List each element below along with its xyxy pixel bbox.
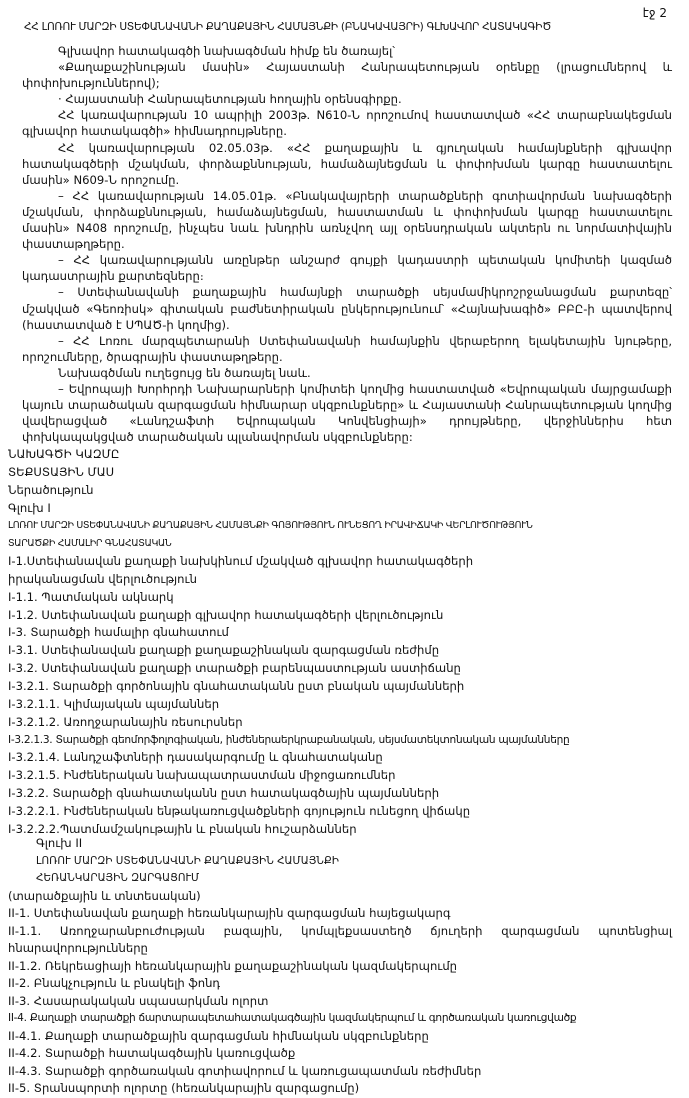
- toc-item: I-3.1. Ստեփանավան քաղաքի քաղաքաշինական զարգացման ռեժիմը: [8, 643, 440, 658]
- intro-paragraph: Գլխավոր հատակագծի նախագծման հիմք են ծառայել՝: [58, 44, 396, 58]
- toc-item: I-3.2. Ստեփանավան քաղաքի տարածքի բարենպաստության աստիճանը: [8, 661, 461, 676]
- toc-item: II-3. Հասարակական սպասարկման ոլորտ: [8, 993, 269, 1008]
- toc-item: I-3.2.1.3. Տարածքի գեոմորֆոլոգիական, ինժեներաերկրաբանական, սեյսմատեկտոնական պայմանները: [8, 733, 570, 746]
- toc-item: I-1.2. Ստեփանավան քաղաքի գլխավոր հատակագծերի վերլուծություն: [8, 607, 444, 622]
- page-number: էջ 2: [642, 6, 667, 20]
- intro-paragraph: – Եվրոպայի Խորհրդի Նախարարների կոմիտեի կողմից հաստատված «Եվրոպական մայրցամաքի կայուն տարածական զարգացման հիմնարար սկզբունքները» և Հայաստանի Հանրապետության կողմից վավերացված «Լանդշաֆտի Եվրոպական Կոնվենցիայի» դրույթները, վերջիններիս հետ փոխկապակցված տարածական պլանավորման սկզբունքները:: [22, 381, 672, 445]
- chapter-title: ԼՈՌՈՒ ՄԱՐԶԻ ՍՏԵՓԱՆԱՎԱՆԻ ՔԱՂԱՔԱՅԻՆ ՀԱՄԱՅՆՔԻ ԳՈՅՈՒԹՅՈՒՆ ՈՒՆԵՑՈՂ ԻՐԱՎԻՃԱԿԻ ՎԵՐԼՈՒԾՈՒԹՅՈՒՆ: [8, 520, 533, 532]
- toc-item: I-3.2.2.1. Ինժեներական ենթակառուցվածքների գոյություն ունեցող վիճակը: [8, 803, 471, 818]
- chapter-label: Գլուխ I: [8, 500, 51, 515]
- toc-item: Ներածություն: [8, 482, 94, 497]
- intro-paragraph: Նախագծման ուղեցույց են ծառայել նաև.: [58, 365, 311, 380]
- toc-item: II-5. Տրանսպորտի ոլորտը (հեռանկարային զարգացումը): [8, 1081, 360, 1095]
- intro-section: [22, 43, 672, 445]
- intro-paragraph: ՀՀ կառավարության 02.05.03թ. «ՀՀ քաղաքային և գյուղական համայնքների գլխավոր հատակագծերի մշակման, փորձաքննության, համաձայնեցման և փոփոխման կարգը հաստատելու մասին» N609-Ն որոշումը.: [22, 140, 672, 187]
- toc-item: II-4.1. Քաղաքի տարածքային զարգացման հիմնական սկզբունքները: [8, 1028, 429, 1043]
- intro-paragraph: · Հայաստանի Հանրապետության հողային օրենսգիրքը.: [58, 92, 402, 107]
- toc-item: II-2. Բնակչություն և բնակելի ֆոնդ: [8, 976, 221, 990]
- intro-paragraph: – ՀՀ կառավարության 14.05.01թ. «Բնակավայրերի տարածքների գոտիավորման նախագծերի մշակման, փորձաքննության, համաձայնեցման, հաստատման և փոփոխման կարգը հաստատելու մասին» N408 որոշումը, ինչպես նաև խնդրին առնչվող այլ օրենսդրական ակտերն ու նորմատիվային փաստաթղթերը.: [22, 188, 672, 252]
- document-title: ՀՀ ԼՈՌՈՒ ՄԱՐԶԻ ՍՏԵՓԱՆԱՎԱՆԻ ՔԱՂԱՔԱՅԻՆ ՀԱՄԱՅՆՔԻ (ԲՆԱԿԱՎԱՅՐԻ) ԳԼԽԱՎՈՐ ՀԱՏԱԿԱԳԻԾ: [24, 21, 552, 33]
- intro-paragraph: ՀՀ կառավարության 10 ապրիլի 2003թ. N610-Ն որոշումով հաստատված «ՀՀ տարաբնակեցման գլխավոր հատակագծի» հիմնադրույթները.: [22, 108, 672, 139]
- chapter-label: Գլուխ II: [36, 836, 83, 850]
- toc-item: I-3. Տարածքի համալիր գնահատում: [8, 625, 229, 640]
- intro-paragraph: «Քաղաքաշինության մասին» Հայաստանի Հանրապետության օրենքը (լրացումներով և փոփոխություններով);: [22, 60, 672, 91]
- chapter-title: ԼՈՌՈՒ ՄԱՐԶԻ ՍՏԵՓԱՆԱՎԱՆԻ ՔԱՂԱՔԱՅԻՆ ՀԱՄԱՅՆՔԻ: [36, 854, 339, 867]
- toc-item: II-4.3. Տարածքի գործառական գոտիավորում և կառուցապատման ռեժիմներ: [8, 1063, 482, 1078]
- chapter-title: ՏԱՐԱԾՔԻ ՀԱՄԱԼԻՐ ԳՆԱՀԱՏԱԿԱՆ: [8, 538, 172, 550]
- contents-heading: ՆԱԽԱԳԾԻ ԿԱԶՄԸ: [8, 447, 120, 461]
- toc-item: I-3.2.1.2. Առողջարանային ռեսուրսներ: [8, 714, 243, 729]
- toc-item: I-3.2.2.2.Պատմամշակութային և բնական հուշարձաններ: [8, 821, 357, 836]
- text-part-label: ՏԵՔՍՏԱՅԻՆ ՄԱՍ: [8, 464, 115, 479]
- intro-paragraph: – ՀՀ կառավարությանն առընթեր անշարժ գույքի կադաստրի պետական կոմիտեի կազմած կադաստրային քարտեզները։: [22, 253, 672, 284]
- toc-item: II-1.2. Ռեկրեացիայի հեռանկարային քաղաքաշինական կազմակերպումը: [8, 958, 458, 973]
- toc-item: I-3.2.2. Տարածքի գնահատականն ըստ հատակագծային պայմանների: [8, 786, 440, 801]
- toc-item: I-3.2.1.4. Լանդշաֆտների դասակարգումը և գնահատականը: [8, 750, 383, 765]
- toc-item: I-3.2.1.1. Կլիմայական պայմաններ: [8, 696, 220, 711]
- toc-item: II-1.1. Առողջարանբուժության բազային, կոմպլեքսաստեղծ ճյուղերի զարգացման պոտենցիալ հնարավորությունները: [8, 923, 672, 955]
- chapter2-section: [8, 835, 672, 1098]
- toc-item: I-3.2.1.5. Ինժեներական նախապատրաստման միջոցառումներ: [8, 768, 396, 783]
- toc-item: I-3.2.1. Տարածքի գործոնային գնահատականն ըստ բնական պայմանների: [8, 678, 465, 693]
- chapter-subtitle: (տարածքային և տնտեսական): [8, 888, 201, 903]
- toc-item: I-1.Ստեփանավան քաղաքի նախկինում մշակված գլխավոր հատակագծերի իրականացման վերլուծություն: [8, 554, 474, 586]
- toc-item: II-4.2. Տարածքի հատակագծային կառուցվածք: [8, 1046, 296, 1060]
- chapter-title: ՀԵՌԱՆԿԱՐԱՅԻՆ ԶԱՐԳԱՑՈՒՄ: [36, 872, 200, 884]
- intro-paragraph: – Ստեփանավանի քաղաքային համայնքի տարածքի սեյսմամիկրոշրջանացման քարտեզը՝ մշակված «Գեոռիսկ» գիտական բաժնետիրական ընկերությունում՝ «Հայնախագիծ» ԲԲԸ-ի պատվերով (հաստատված է ՍՊԱԾ-ի կողմից).: [22, 285, 672, 332]
- contents-section: [8, 446, 672, 839]
- toc-item: I-1.1. Պատմական ակնարկ: [8, 589, 174, 604]
- toc-item: II-1. Ստեփանավան քաղաքի հեռանկարային զարգացման հայեցակարգ: [8, 906, 451, 920]
- toc-item: II-4. Քաղաքի տարածքի ճարտարապետահատակագծային կազմակերպում և գործառական կառուցվածք: [8, 1012, 577, 1024]
- intro-paragraph: – ՀՀ Լոռու մարզպետարանի Ստեփանավանի համայնքին վերաբերող ելակետային նյութերը, որոշումները, ծրագրային փաստաթղթերը.: [22, 333, 672, 364]
